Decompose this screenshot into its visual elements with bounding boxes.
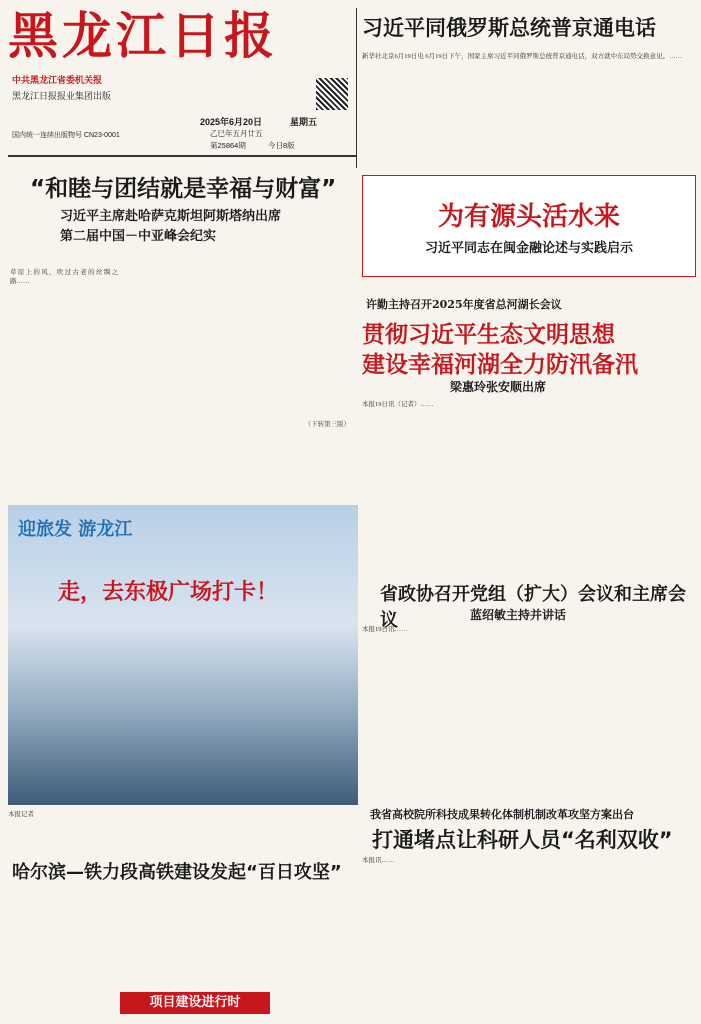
river-headline2: 建设幸福河湖全力防汛备汛 [362, 352, 638, 378]
lead-headline: 习近平同俄罗斯总统普京通电话 [362, 16, 656, 40]
masthead-title: 黑龙江日报 [8, 6, 278, 65]
feature-subhead2: 第二届中国－中亚峰会纪实 [60, 229, 217, 244]
masthead-issue: 第25864期 [210, 141, 246, 150]
river-body: 本报19日讯（记者）…… [362, 401, 434, 408]
rail-footer-banner: 项目建设进行时 [120, 992, 270, 1014]
feature-continued: （下转第三版） [304, 421, 350, 428]
cppcc-subhead: 蓝绍敏主持并讲话 [470, 608, 567, 622]
tech-body: 本报讯…… [362, 857, 395, 864]
tourism-slogan: 走，去东极广场打卡！ [58, 580, 279, 605]
theory-headline: 为有源头活水来 [437, 202, 620, 232]
lead-body: 新华社北京6月19日电 6月19日下午，国家主席习近平同俄罗斯总统普京通电话，双方就中东局势交换意见。…… [362, 53, 683, 60]
theory-box [362, 175, 696, 277]
masthead-edition: 国内统一连续出版物号 CN23-0001 [12, 132, 120, 139]
tourism-feature [8, 505, 358, 835]
feature-subhead1: 习近平主席赴哈萨克斯坦阿斯塔纳出席 [60, 209, 282, 224]
cppcc-body: 本报19日讯…… [362, 626, 408, 633]
theory-subhead: 习近平同志在闽金融论述与实践启示 [424, 241, 633, 256]
masthead-date: 2025年6月20日 [200, 117, 263, 127]
tech-kicker: 我省高校院所科技成果转化体制机制改革攻坚方案出台 [370, 808, 634, 821]
feature-headline: “和睦与团结就是幸福与财富” [30, 176, 337, 202]
masthead-pages: 今日8版 [268, 141, 295, 150]
cppcc-headline: 省政协召开党组（扩大）会议和主席会议 [380, 584, 686, 631]
river-headline1: 贯彻习近平生态文明思想 [362, 322, 615, 348]
river-subhead: 梁惠玲张安顺出席 [450, 380, 547, 394]
river-kicker: 许勤主持召开2025年度省总河湖长会议 [366, 298, 562, 311]
tourism-caption: 本报记者 [8, 811, 34, 818]
square-photo [8, 505, 358, 805]
feature-body: 草原上的风，吹过古老的丝绸之路…… [10, 269, 118, 285]
tech-headline: 打通堵点让科研人员“名利双收” [372, 828, 673, 852]
masthead-weekday: 星期五 [290, 117, 318, 127]
qr-code [316, 78, 348, 110]
tourism-banner: 迎旅发 游龙江 [18, 519, 133, 540]
masthead-org: 中共黑龙江省委机关报 [12, 75, 103, 85]
rail-headline: 哈尔滨—铁力段高铁建设发起“百日攻坚” [12, 862, 342, 883]
masthead-publisher: 黑龙江日报报业集团出版 [12, 91, 112, 101]
masthead-lunar: 乙巳年五月廿五 [210, 129, 263, 138]
